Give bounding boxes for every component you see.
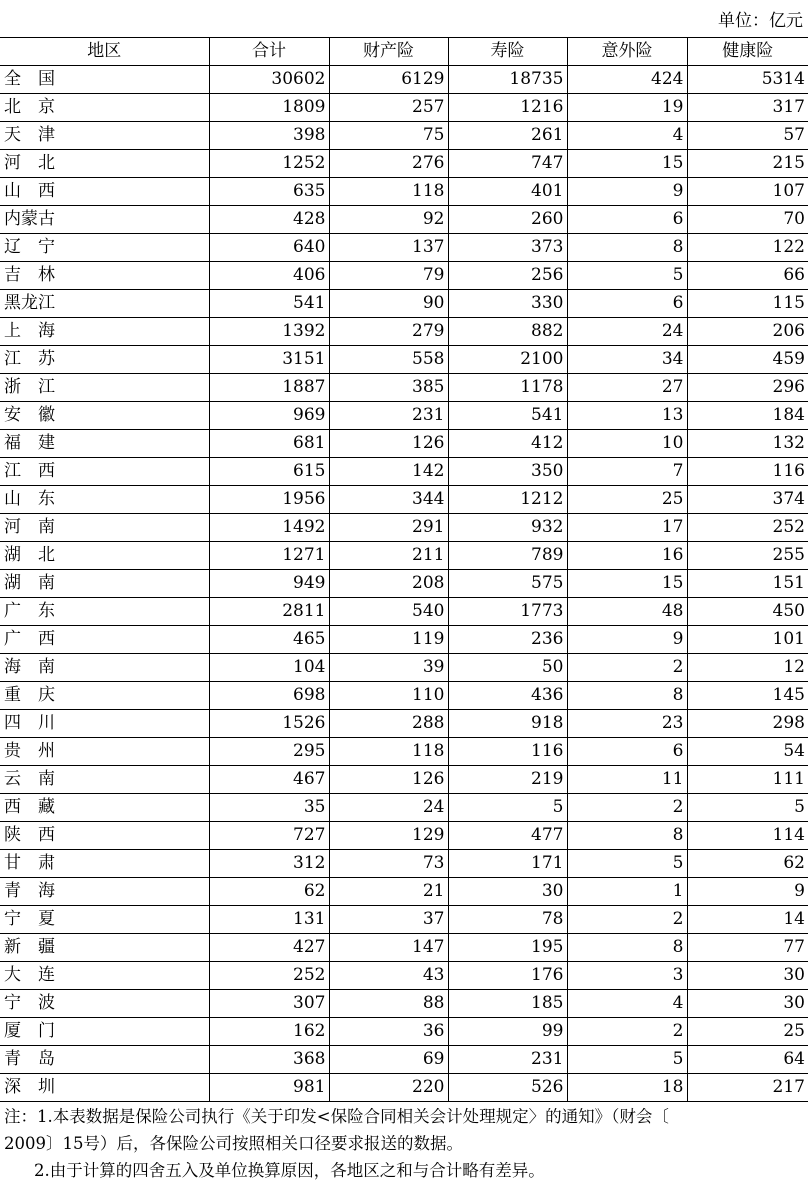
- cell-total: 465: [209, 626, 329, 654]
- header-health: 健康险: [687, 38, 808, 66]
- footnote-1: 注：1.本表数据是保险公司执行《关于印发<保险合同相关会计处理规定〉的通知》（财会〔: [4, 1107, 669, 1126]
- cell-property: 92: [329, 206, 448, 234]
- cell-life: 1773: [448, 598, 567, 626]
- cell-total: 949: [209, 570, 329, 598]
- cell-health: 217: [687, 1074, 808, 1102]
- cell-health: 132: [687, 430, 808, 458]
- cell-property: 110: [329, 682, 448, 710]
- cell-total: 312: [209, 850, 329, 878]
- table-row: [0, 178, 808, 206]
- cell-accident: 2: [567, 1018, 687, 1046]
- table-body: [0, 66, 808, 1102]
- cell-accident: 424: [567, 66, 687, 94]
- cell-health: 5: [687, 794, 808, 822]
- cell-region: 河 南: [0, 514, 209, 542]
- table-row: [0, 66, 808, 94]
- cell-accident: 2: [567, 654, 687, 682]
- cell-life: 78: [448, 906, 567, 934]
- table-row: [0, 878, 808, 906]
- cell-life: 30: [448, 878, 567, 906]
- cell-property: 288: [329, 710, 448, 738]
- cell-region: 四 川: [0, 710, 209, 738]
- cell-region: 全 国: [0, 66, 209, 94]
- table-row: [0, 290, 808, 318]
- cell-property: 257: [329, 94, 448, 122]
- cell-region: 深 圳: [0, 1074, 209, 1102]
- cell-life: 171: [448, 850, 567, 878]
- cell-property: 21: [329, 878, 448, 906]
- cell-accident: 10: [567, 430, 687, 458]
- cell-health: 111: [687, 766, 808, 794]
- cell-region: 山 东: [0, 486, 209, 514]
- cell-property: 88: [329, 990, 448, 1018]
- table-row: [0, 990, 808, 1018]
- cell-accident: 6: [567, 738, 687, 766]
- cell-total: 30602: [209, 66, 329, 94]
- cell-region: 陕 西: [0, 822, 209, 850]
- cell-region: 天 津: [0, 122, 209, 150]
- cell-health: 450: [687, 598, 808, 626]
- table-row: [0, 430, 808, 458]
- cell-region: 新 疆: [0, 934, 209, 962]
- cell-total: 406: [209, 262, 329, 290]
- cell-property: 558: [329, 346, 448, 374]
- table-row: [0, 150, 808, 178]
- cell-property: 385: [329, 374, 448, 402]
- cell-life: 1216: [448, 94, 567, 122]
- cell-property: 118: [329, 738, 448, 766]
- header-accident: 意外险: [567, 38, 687, 66]
- cell-life: 330: [448, 290, 567, 318]
- cell-life: 882: [448, 318, 567, 346]
- cell-total: 981: [209, 1074, 329, 1102]
- cell-accident: 6: [567, 290, 687, 318]
- cell-accident: 4: [567, 122, 687, 150]
- cell-region: 海 南: [0, 654, 209, 682]
- cell-property: 118: [329, 178, 448, 206]
- cell-accident: 4: [567, 990, 687, 1018]
- cell-life: 256: [448, 262, 567, 290]
- cell-property: 37: [329, 906, 448, 934]
- cell-region: 大 连: [0, 962, 209, 990]
- unit-label: 单位：亿元: [718, 11, 803, 31]
- cell-region: 上 海: [0, 318, 209, 346]
- cell-life: 18735: [448, 66, 567, 94]
- cell-property: 142: [329, 458, 448, 486]
- cell-accident: 6: [567, 206, 687, 234]
- cell-life: 575: [448, 570, 567, 598]
- cell-property: 344: [329, 486, 448, 514]
- cell-property: 137: [329, 234, 448, 262]
- cell-region: 青 岛: [0, 1046, 209, 1074]
- cell-health: 114: [687, 822, 808, 850]
- cell-life: 99: [448, 1018, 567, 1046]
- cell-health: 14: [687, 906, 808, 934]
- cell-accident: 11: [567, 766, 687, 794]
- cell-health: 215: [687, 150, 808, 178]
- cell-total: 681: [209, 430, 329, 458]
- cell-accident: 24: [567, 318, 687, 346]
- table-row: [0, 234, 808, 262]
- cell-accident: 48: [567, 598, 687, 626]
- header-region: 地区: [0, 38, 209, 66]
- cell-health: 122: [687, 234, 808, 262]
- cell-property: 211: [329, 542, 448, 570]
- cell-region: 辽 宁: [0, 234, 209, 262]
- cell-total: 541: [209, 290, 329, 318]
- cell-accident: 8: [567, 682, 687, 710]
- cell-region: 福 建: [0, 430, 209, 458]
- cell-life: 219: [448, 766, 567, 794]
- cell-property: 291: [329, 514, 448, 542]
- table-row: [0, 514, 808, 542]
- cell-region: 厦 门: [0, 1018, 209, 1046]
- table-row: [0, 710, 808, 738]
- cell-region: 江 苏: [0, 346, 209, 374]
- cell-accident: 19: [567, 94, 687, 122]
- cell-property: 75: [329, 122, 448, 150]
- cell-life: 231: [448, 1046, 567, 1074]
- cell-total: 35: [209, 794, 329, 822]
- cell-health: 184: [687, 402, 808, 430]
- cell-life: 412: [448, 430, 567, 458]
- cell-property: 90: [329, 290, 448, 318]
- cell-life: 1212: [448, 486, 567, 514]
- cell-total: 1392: [209, 318, 329, 346]
- cell-accident: 2: [567, 794, 687, 822]
- cell-total: 2811: [209, 598, 329, 626]
- cell-health: 116: [687, 458, 808, 486]
- cell-accident: 8: [567, 934, 687, 962]
- cell-accident: 5: [567, 262, 687, 290]
- cell-life: 5: [448, 794, 567, 822]
- table-row: [0, 486, 808, 514]
- cell-total: 3151: [209, 346, 329, 374]
- cell-total: 1492: [209, 514, 329, 542]
- cell-health: 30: [687, 990, 808, 1018]
- cell-health: 151: [687, 570, 808, 598]
- cell-health: 25: [687, 1018, 808, 1046]
- cell-property: 126: [329, 766, 448, 794]
- cell-health: 5314: [687, 66, 808, 94]
- cell-health: 298: [687, 710, 808, 738]
- cell-life: 747: [448, 150, 567, 178]
- cell-life: 50: [448, 654, 567, 682]
- cell-life: 401: [448, 178, 567, 206]
- table-row: [0, 962, 808, 990]
- cell-health: 206: [687, 318, 808, 346]
- cell-property: 43: [329, 962, 448, 990]
- cell-life: 932: [448, 514, 567, 542]
- cell-health: 66: [687, 262, 808, 290]
- cell-life: 541: [448, 402, 567, 430]
- cell-region: 浙 江: [0, 374, 209, 402]
- cell-accident: 1: [567, 878, 687, 906]
- cell-accident: 3: [567, 962, 687, 990]
- cell-accident: 34: [567, 346, 687, 374]
- table-row: [0, 1046, 808, 1074]
- cell-accident: 23: [567, 710, 687, 738]
- cell-accident: 5: [567, 850, 687, 878]
- header-total: 合计: [209, 38, 329, 66]
- cell-property: 220: [329, 1074, 448, 1102]
- cell-accident: 2: [567, 906, 687, 934]
- cell-total: 1809: [209, 94, 329, 122]
- cell-total: 727: [209, 822, 329, 850]
- cell-life: 350: [448, 458, 567, 486]
- cell-health: 62: [687, 850, 808, 878]
- cell-property: 79: [329, 262, 448, 290]
- cell-total: 104: [209, 654, 329, 682]
- cell-health: 77: [687, 934, 808, 962]
- cell-property: 208: [329, 570, 448, 598]
- table-row: [0, 122, 808, 150]
- cell-property: 119: [329, 626, 448, 654]
- cell-region: 甘 肃: [0, 850, 209, 878]
- cell-life: 436: [448, 682, 567, 710]
- table-row: [0, 766, 808, 794]
- table-row: [0, 458, 808, 486]
- cell-region: 宁 夏: [0, 906, 209, 934]
- cell-life: 918: [448, 710, 567, 738]
- cell-accident: 5: [567, 1046, 687, 1074]
- table-row: [0, 934, 808, 962]
- cell-accident: 9: [567, 626, 687, 654]
- cell-total: 1956: [209, 486, 329, 514]
- cell-health: 70: [687, 206, 808, 234]
- table-row: [0, 738, 808, 766]
- cell-property: 126: [329, 430, 448, 458]
- cell-life: 526: [448, 1074, 567, 1102]
- cell-total: 698: [209, 682, 329, 710]
- insurance-premium-table: [0, 37, 808, 1102]
- cell-life: 789: [448, 542, 567, 570]
- table-row: [0, 94, 808, 122]
- cell-total: 635: [209, 178, 329, 206]
- cell-total: 131: [209, 906, 329, 934]
- cell-total: 162: [209, 1018, 329, 1046]
- cell-region: 内蒙古: [0, 206, 209, 234]
- cell-life: 373: [448, 234, 567, 262]
- cell-life: 2100: [448, 346, 567, 374]
- cell-accident: 27: [567, 374, 687, 402]
- table-row: [0, 1074, 808, 1102]
- cell-property: 231: [329, 402, 448, 430]
- table-row: [0, 262, 808, 290]
- cell-accident: 13: [567, 402, 687, 430]
- table-header-row: [0, 38, 808, 66]
- table-row: [0, 570, 808, 598]
- cell-property: 36: [329, 1018, 448, 1046]
- cell-region: 河 北: [0, 150, 209, 178]
- cell-total: 368: [209, 1046, 329, 1074]
- cell-life: 260: [448, 206, 567, 234]
- cell-total: 1252: [209, 150, 329, 178]
- cell-accident: 16: [567, 542, 687, 570]
- cell-life: 176: [448, 962, 567, 990]
- cell-health: 12: [687, 654, 808, 682]
- table-row: [0, 542, 808, 570]
- header-life: 寿险: [448, 38, 567, 66]
- cell-health: 64: [687, 1046, 808, 1074]
- table-row: [0, 626, 808, 654]
- cell-total: 427: [209, 934, 329, 962]
- cell-region: 云 南: [0, 766, 209, 794]
- cell-total: 640: [209, 234, 329, 262]
- cell-life: 1178: [448, 374, 567, 402]
- cell-health: 374: [687, 486, 808, 514]
- cell-total: 969: [209, 402, 329, 430]
- cell-region: 北 京: [0, 94, 209, 122]
- cell-region: 黑龙江: [0, 290, 209, 318]
- cell-life: 477: [448, 822, 567, 850]
- cell-property: 147: [329, 934, 448, 962]
- table-row: [0, 402, 808, 430]
- cell-property: 540: [329, 598, 448, 626]
- cell-region: 湖 南: [0, 570, 209, 598]
- table-row: [0, 654, 808, 682]
- table-row: [0, 850, 808, 878]
- table-row: [0, 822, 808, 850]
- cell-property: 129: [329, 822, 448, 850]
- cell-property: 39: [329, 654, 448, 682]
- cell-total: 615: [209, 458, 329, 486]
- cell-health: 54: [687, 738, 808, 766]
- cell-life: 116: [448, 738, 567, 766]
- cell-region: 青 海: [0, 878, 209, 906]
- cell-accident: 9: [567, 178, 687, 206]
- table-row: [0, 374, 808, 402]
- cell-total: 428: [209, 206, 329, 234]
- cell-life: 261: [448, 122, 567, 150]
- cell-health: 57: [687, 122, 808, 150]
- cell-total: 252: [209, 962, 329, 990]
- table-row: [0, 682, 808, 710]
- cell-accident: 18: [567, 1074, 687, 1102]
- cell-property: 69: [329, 1046, 448, 1074]
- footnote-1-cont: 2009〕15号）后，各保险公司按照相关口径要求报送的数据。: [4, 1134, 463, 1153]
- table-row: [0, 346, 808, 374]
- cell-region: 安 徽: [0, 402, 209, 430]
- cell-region: 广 西: [0, 626, 209, 654]
- table-row: [0, 598, 808, 626]
- cell-region: 湖 北: [0, 542, 209, 570]
- cell-property: 73: [329, 850, 448, 878]
- cell-health: 296: [687, 374, 808, 402]
- cell-property: 279: [329, 318, 448, 346]
- cell-region: 广 东: [0, 598, 209, 626]
- cell-life: 236: [448, 626, 567, 654]
- cell-health: 115: [687, 290, 808, 318]
- cell-region: 山 西: [0, 178, 209, 206]
- cell-property: 24: [329, 794, 448, 822]
- table-row: [0, 206, 808, 234]
- cell-health: 9: [687, 878, 808, 906]
- cell-health: 317: [687, 94, 808, 122]
- footnote-2: 2.由于计算的四舍五入及单位换算原因，各地区之和与合计略有差异。: [34, 1161, 545, 1180]
- cell-accident: 8: [567, 822, 687, 850]
- cell-region: 重 庆: [0, 682, 209, 710]
- header-property: 财产险: [329, 38, 448, 66]
- cell-health: 145: [687, 682, 808, 710]
- cell-accident: 8: [567, 234, 687, 262]
- cell-life: 195: [448, 934, 567, 962]
- cell-health: 30: [687, 962, 808, 990]
- cell-property: 6129: [329, 66, 448, 94]
- cell-total: 398: [209, 122, 329, 150]
- cell-accident: 25: [567, 486, 687, 514]
- cell-region: 西 藏: [0, 794, 209, 822]
- cell-accident: 17: [567, 514, 687, 542]
- cell-accident: 7: [567, 458, 687, 486]
- cell-total: 1887: [209, 374, 329, 402]
- cell-total: 467: [209, 766, 329, 794]
- table-row: [0, 794, 808, 822]
- cell-health: 252: [687, 514, 808, 542]
- cell-region: 贵 州: [0, 738, 209, 766]
- cell-region: 吉 林: [0, 262, 209, 290]
- cell-total: 307: [209, 990, 329, 1018]
- cell-accident: 15: [567, 570, 687, 598]
- cell-property: 276: [329, 150, 448, 178]
- footnotes: [4, 1103, 804, 1184]
- cell-total: 62: [209, 878, 329, 906]
- table-row: [0, 318, 808, 346]
- cell-health: 101: [687, 626, 808, 654]
- cell-health: 107: [687, 178, 808, 206]
- table-row: [0, 1018, 808, 1046]
- cell-total: 1526: [209, 710, 329, 738]
- cell-health: 255: [687, 542, 808, 570]
- cell-health: 459: [687, 346, 808, 374]
- cell-region: 宁 波: [0, 990, 209, 1018]
- cell-accident: 15: [567, 150, 687, 178]
- table-row: [0, 906, 808, 934]
- cell-total: 295: [209, 738, 329, 766]
- cell-region: 江 西: [0, 458, 209, 486]
- cell-life: 185: [448, 990, 567, 1018]
- cell-total: 1271: [209, 542, 329, 570]
